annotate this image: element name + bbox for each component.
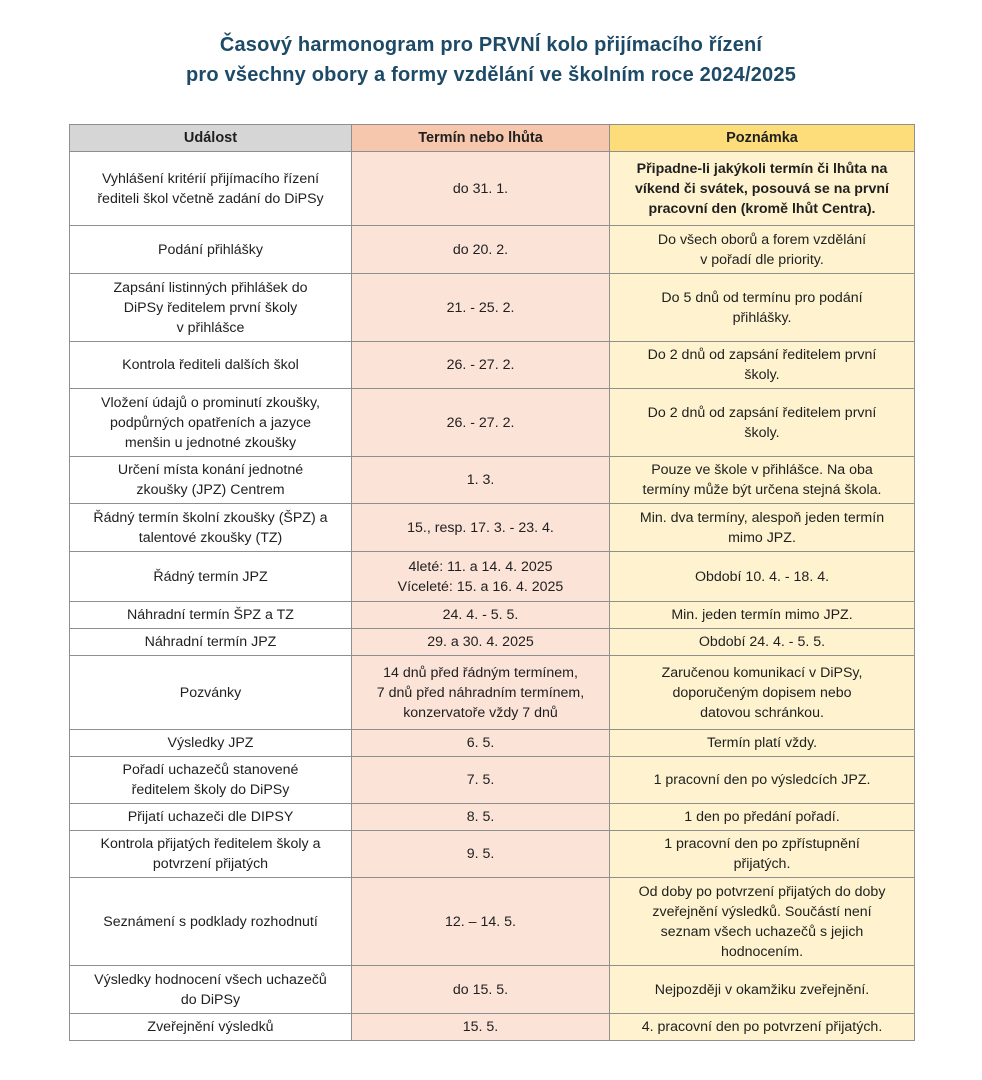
event-text-line: Výsledky hodnocení všech uchazečů — [94, 971, 327, 988]
event-cell — [70, 804, 352, 831]
note-text-line: Termín platí vždy. — [706, 735, 818, 751]
deadline-cell — [352, 274, 610, 342]
note-text-line: mimo JPZ. — [728, 529, 796, 546]
event-text-line: Řádný termín JPZ — [153, 568, 268, 585]
event-text-line: Přijatí uchazeči dle DIPSY — [127, 809, 294, 825]
table-row — [70, 831, 915, 878]
document-title — [0, 30, 982, 90]
table-row — [70, 966, 915, 1014]
event-text-line: řediteli škol včetně zadání do DiPSy — [97, 190, 324, 207]
note-text-line: doporučeným dopisem nebo — [672, 684, 852, 701]
note-cell — [610, 274, 915, 342]
event-cell — [70, 152, 352, 226]
event-text-line: podpůrných opatřeních a jazyce — [109, 414, 312, 431]
deadline-cell — [352, 389, 610, 457]
deadline-text-line: konzervatoře vždy 7 dnů — [403, 704, 558, 721]
title-line-1: Časový harmonogram pro PRVNÍ kolo přijímacího řízení — [219, 34, 763, 56]
deadline-text-line: Víceleté: 15. a 16. 4. 2025 — [397, 578, 564, 595]
note-cell — [610, 804, 915, 831]
event-text-line: menšin u jednotné zkoušky — [124, 434, 297, 451]
note-text-line: hodnocením. — [720, 943, 804, 960]
note-text-line: Období 10. 4. - 18. 4. — [694, 568, 830, 585]
note-text-line: Min. jeden termín mimo JPZ. — [671, 607, 853, 623]
note-cell — [610, 629, 915, 656]
event-text-line: ředitelem školy do DiPSy — [131, 782, 290, 798]
event-text-line: do DiPSy — [180, 991, 241, 1008]
event-text-line: Náhradní termín ŠPZ a TZ — [127, 607, 294, 623]
deadline-cell — [352, 730, 610, 757]
schedule-table — [69, 124, 915, 1041]
deadline-cell — [352, 1014, 610, 1041]
event-text-line: Zveřejnění výsledků — [147, 1019, 274, 1035]
deadline-text-line: 29. a 30. 4. 2025 — [427, 634, 534, 650]
note-text-line: Období 24. 4. - 5. 5. — [698, 634, 826, 650]
deadline-text-line: 15., resp. 17. 3. - 23. 4. — [407, 519, 554, 536]
note-text-line: seznam všech uchazečů s jejich — [660, 923, 864, 940]
deadline-text-line: 26. - 27. 2. — [446, 357, 515, 373]
event-text-line: Řádný termín školní zkoušky (ŠPZ) a — [93, 509, 328, 526]
table-row — [70, 730, 915, 757]
note-cell — [610, 966, 915, 1014]
deadline-cell — [352, 804, 610, 831]
table-row — [70, 226, 915, 274]
note-text-line: přihlášky. — [732, 309, 792, 326]
note-text-line: 1 den po předání pořadí. — [684, 809, 840, 825]
event-text-line: DiPSy ředitelem první školy — [123, 299, 298, 316]
note-text-line: pracovní den (kromě lhůt Centra). — [648, 200, 876, 217]
event-cell — [70, 274, 352, 342]
event-cell — [70, 878, 352, 966]
event-text-line: Zapsání listinných přihlášek do — [113, 279, 308, 296]
note-text-line: 1 pracovní den po zpřístupnění — [664, 836, 860, 852]
table-row — [70, 457, 915, 504]
event-cell — [70, 656, 352, 730]
event-text-line: Určení místa konání jednotné — [117, 462, 304, 478]
event-cell — [70, 730, 352, 757]
note-text-line: Do 2 dnů od zapsání ředitelem první — [647, 347, 877, 363]
event-text-line: Kontrola řediteli dalších škol — [122, 357, 299, 373]
event-cell — [70, 389, 352, 457]
note-cell — [610, 1014, 915, 1041]
event-text-line: potvrzení přijatých — [152, 856, 269, 872]
table-row — [70, 1014, 915, 1041]
deadline-cell — [352, 457, 610, 504]
note-text-line: Připadne-li jakýkoli termín či lhůta na — [636, 160, 888, 177]
event-cell — [70, 342, 352, 389]
deadline-text-line: 14 dnů před řádným termínem, — [383, 664, 578, 681]
note-text-line: Pouze ve škole v přihlášce. Na oba — [651, 462, 873, 478]
note-cell — [610, 226, 915, 274]
note-text-line: Do 2 dnů od zapsání ředitelem první — [647, 404, 877, 421]
deadline-cell — [352, 152, 610, 226]
note-text-line: 4. pracovní den po potvrzení přijatých. — [641, 1019, 883, 1035]
event-text-line: Vyhlášení kritérií přijímacího řízení — [101, 170, 320, 187]
deadline-text-line: 7 dnů před náhradním termínem, — [376, 684, 585, 701]
event-cell — [70, 552, 352, 602]
deadline-text-line: 9. 5. — [466, 846, 495, 862]
event-text-line: Výsledky JPZ — [167, 735, 254, 751]
table-row — [70, 342, 915, 389]
deadline-cell — [352, 757, 610, 804]
event-text-line: talentové zkoušky (TZ) — [138, 529, 283, 546]
note-text-line: Do 5 dnů od termínu pro podání — [661, 289, 863, 306]
note-cell — [610, 552, 915, 602]
event-text-line: Seznámení s podklady rozhodnutí — [103, 913, 318, 930]
note-text-line: v pořadí dle priority. — [700, 251, 824, 268]
event-cell — [70, 629, 352, 656]
note-text-line: termíny může být určena stejná škola. — [642, 482, 882, 498]
note-cell — [610, 342, 915, 389]
table-row — [70, 656, 915, 730]
event-text-line: Kontrola přijatých ředitelem školy a — [100, 836, 321, 852]
table-row — [70, 274, 915, 342]
title-line-2: pro všechny obory a formy vzdělání ve školním roce 2024/2025 — [185, 64, 797, 86]
note-text-line: Do všech oborů a forem vzdělání — [657, 231, 867, 248]
deadline-cell — [352, 504, 610, 552]
header-deadline: Termín nebo lhůta — [352, 125, 610, 152]
table-row — [70, 152, 915, 226]
event-cell — [70, 504, 352, 552]
deadline-text-line: 26. - 27. 2. — [446, 414, 515, 431]
note-cell — [610, 457, 915, 504]
note-cell — [610, 757, 915, 804]
event-cell — [70, 226, 352, 274]
note-text-line: Nejpozději v okamžiku zveřejnění. — [654, 981, 870, 998]
deadline-text-line: 12. – 14. 5. — [445, 913, 516, 930]
deadline-text-line: 6. 5. — [466, 735, 495, 751]
note-text-line: Zaručenou komunikací v DiPSy, — [661, 664, 863, 681]
deadline-cell — [352, 831, 610, 878]
note-text-line: víkend či svátek, posouvá se na první — [635, 180, 889, 197]
note-cell — [610, 389, 915, 457]
header-event: Událost — [70, 125, 352, 152]
note-cell — [610, 602, 915, 629]
deadline-text-line: 7. 5. — [466, 772, 495, 788]
event-cell — [70, 831, 352, 878]
note-text-line: zveřejnění výsledků. Součástí není — [652, 903, 872, 920]
note-text-line: datovou schránkou. — [700, 704, 824, 721]
table-row — [70, 878, 915, 966]
deadline-text-line: do 15. 5. — [452, 981, 509, 998]
table-row — [70, 602, 915, 629]
table-row — [70, 804, 915, 831]
note-cell — [610, 656, 915, 730]
table-row — [70, 757, 915, 804]
event-cell — [70, 602, 352, 629]
table-row — [70, 504, 915, 552]
deadline-cell — [352, 656, 610, 730]
deadline-text-line: 8. 5. — [466, 809, 495, 825]
note-text-line: školy. — [744, 367, 780, 383]
note-cell — [610, 831, 915, 878]
deadline-cell — [352, 966, 610, 1014]
event-text-line: Podání přihlášky — [158, 241, 263, 258]
deadline-cell — [352, 602, 610, 629]
note-cell — [610, 878, 915, 966]
event-cell — [70, 757, 352, 804]
event-text-line: v přihlášce — [176, 319, 245, 336]
deadline-cell — [352, 878, 610, 966]
event-cell — [70, 966, 352, 1014]
note-cell — [610, 152, 915, 226]
deadline-cell — [352, 226, 610, 274]
table-row — [70, 629, 915, 656]
table-body — [70, 152, 915, 1041]
deadline-text-line: do 31. 1. — [452, 180, 509, 197]
deadline-text-line: 24. 4. - 5. 5. — [442, 607, 519, 623]
deadline-text-line: 4leté: 11. a 14. 4. 2025 — [408, 558, 553, 575]
note-cell — [610, 504, 915, 552]
event-text-line: Pořadí uchazečů stanovené — [122, 762, 299, 778]
deadline-cell — [352, 552, 610, 602]
table-header-row — [70, 125, 915, 152]
event-text-line: zkoušky (JPZ) Centrem — [136, 482, 285, 498]
note-text-line: přijatých. — [733, 856, 791, 872]
deadline-cell — [352, 629, 610, 656]
event-cell — [70, 457, 352, 504]
deadline-text-line: 1. 3. — [466, 472, 495, 488]
event-cell — [70, 1014, 352, 1041]
deadline-text-line: 15. 5. — [462, 1019, 499, 1035]
deadline-cell — [352, 342, 610, 389]
event-text-line: Vložení údajů o prominutí zkoušky, — [101, 394, 320, 411]
note-cell — [610, 730, 915, 757]
event-text-line: Pozvánky — [179, 684, 242, 701]
header-note: Poznámka — [610, 125, 915, 152]
note-text-line: 1 pracovní den po výsledcích JPZ. — [653, 772, 871, 788]
table-row — [70, 552, 915, 602]
note-text-line: školy. — [744, 424, 780, 441]
deadline-text-line: do 20. 2. — [452, 241, 509, 258]
event-text-line: Náhradní termín JPZ — [144, 634, 277, 650]
table-row — [70, 389, 915, 457]
deadline-text-line: 21. - 25. 2. — [446, 299, 515, 316]
note-text-line: Min. dva termíny, alespoň jeden termín — [639, 509, 885, 526]
note-text-line: Od doby po potvrzení přijatých do doby — [638, 883, 886, 900]
